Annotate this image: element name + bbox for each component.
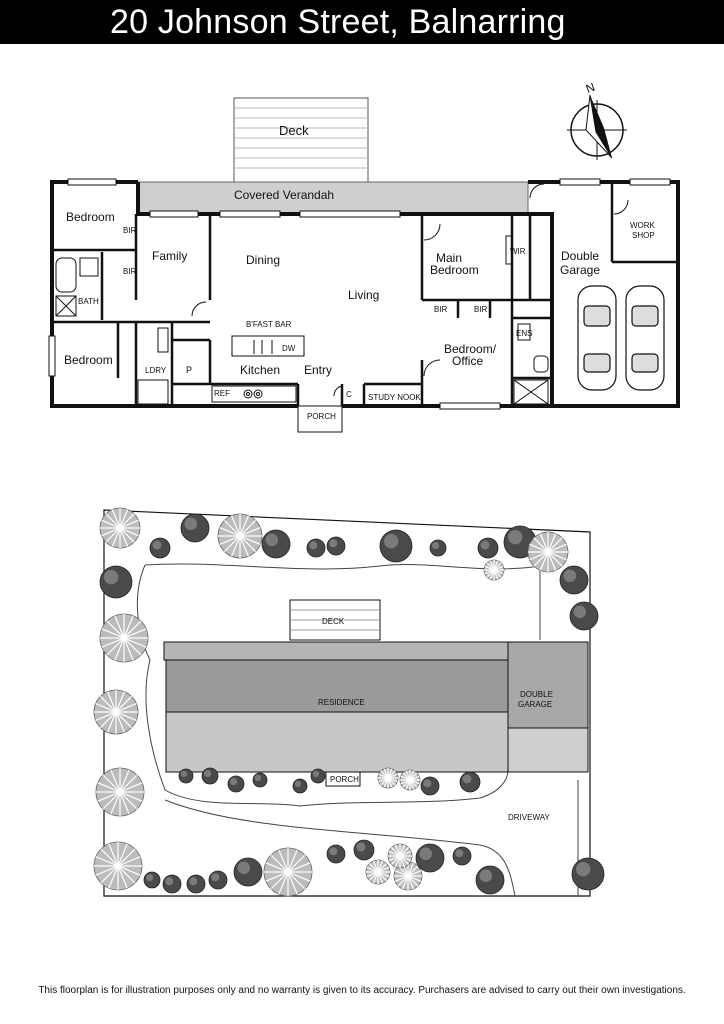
tree-icon xyxy=(187,875,205,893)
tree-icon xyxy=(327,537,345,555)
tree-icon xyxy=(354,840,374,860)
coat-label: C xyxy=(346,390,352,399)
tree-icon xyxy=(209,871,227,889)
tree-icon xyxy=(311,769,325,783)
workshop-label-line: WORK xyxy=(630,221,655,230)
bath-label: BATH xyxy=(78,297,99,306)
workshop-label-line: SHOP xyxy=(632,231,655,240)
tree-icon xyxy=(163,875,181,893)
tree-icon xyxy=(218,514,262,558)
tree-icon xyxy=(94,842,142,890)
dw-label: DW xyxy=(282,344,296,353)
compass-north-label: N xyxy=(583,79,597,96)
site-double-garage-label xyxy=(518,690,555,709)
tree-icon xyxy=(476,866,504,894)
tree-icon xyxy=(262,530,290,558)
tree-icon xyxy=(378,768,398,788)
main-bedroom-label xyxy=(430,251,479,277)
family-label: Family xyxy=(152,249,188,263)
site-deck-label: DECK xyxy=(322,617,345,626)
living-label: Living xyxy=(348,288,380,302)
bedroom-1-label: Bedroom xyxy=(66,210,115,224)
ens-label: ENS xyxy=(516,329,533,338)
deck-label: Deck xyxy=(279,123,309,138)
double-garage-label-line: Double xyxy=(561,249,600,263)
garage-footprint xyxy=(508,642,588,728)
tree-icon xyxy=(366,860,390,884)
site-plan xyxy=(0,490,724,910)
double-garage-label xyxy=(560,249,602,277)
car-icon xyxy=(626,286,664,390)
bir-1-label: BIR xyxy=(123,226,137,235)
wir-label: WIR xyxy=(510,247,526,256)
tree-icon xyxy=(253,773,267,787)
site-residence-label: RESIDENCE xyxy=(318,698,365,707)
ldry-label: LDRY xyxy=(145,366,167,375)
tree-icon xyxy=(400,770,420,790)
site-driveway-label: DRIVEWAY xyxy=(508,813,550,822)
site-verandah-area xyxy=(164,642,510,660)
tree-icon xyxy=(100,508,140,548)
car-icon xyxy=(578,286,616,390)
garage-apron xyxy=(508,728,588,772)
tree-icon xyxy=(453,847,471,865)
study-nook-label: STUDY NOOK xyxy=(368,393,421,402)
porch-label: PORCH xyxy=(307,412,336,421)
bedroom-office-label xyxy=(444,342,499,368)
pantry-label: P xyxy=(186,365,193,375)
tree-icon xyxy=(380,530,412,562)
tree-icon xyxy=(96,768,144,816)
covered-verandah-label: Covered Verandah xyxy=(234,188,335,202)
tree-icon xyxy=(228,776,244,792)
kitchen-label: Kitchen xyxy=(240,363,281,377)
bir-3-label: BIR xyxy=(434,305,448,314)
tree-icon xyxy=(144,872,160,888)
disclaimer-text: This floorplan is for illustration purposes only and no warranty is given to its accuracy. Purchasers are advised to carry out their own investigations. xyxy=(38,985,686,996)
tree-icon xyxy=(179,769,193,783)
double-garage-label-line: Garage xyxy=(560,263,601,277)
main-bedroom-label-line: Bedroom xyxy=(430,263,479,277)
tree-icon xyxy=(478,538,498,558)
bir-4-label: BIR xyxy=(474,305,488,314)
floor-plan xyxy=(0,44,724,444)
tree-icon xyxy=(528,532,568,572)
tree-icon xyxy=(570,602,598,630)
site-double-garage-label-line: GARAGE xyxy=(518,700,553,709)
bedroom-office-label-line: Office xyxy=(452,354,484,368)
tree-icon xyxy=(234,858,262,886)
tree-icon xyxy=(484,560,504,580)
fixtures xyxy=(56,236,548,404)
tree-icon xyxy=(94,690,138,734)
ref-label: REF xyxy=(214,389,230,398)
site-porch-label: PORCH xyxy=(330,775,359,784)
site-double-garage-label-line: DOUBLE xyxy=(520,690,553,699)
entry-label: Entry xyxy=(304,363,333,377)
tree-icon xyxy=(430,540,446,556)
tree-icon xyxy=(421,777,439,795)
tree-icon xyxy=(293,779,307,793)
residence-footprint-lower xyxy=(166,712,508,772)
tree-icon xyxy=(388,844,412,868)
workshop-label xyxy=(630,221,657,240)
tree-icon xyxy=(572,858,604,890)
bir-2-label: BIR xyxy=(123,267,137,276)
tree-icon xyxy=(100,614,148,662)
tree-icon xyxy=(181,514,209,542)
deck-area xyxy=(234,98,368,182)
tree-icon xyxy=(150,538,170,558)
tree-icon xyxy=(416,844,444,872)
tree-icon xyxy=(327,845,345,863)
bedroom-2-label: Bedroom xyxy=(64,353,113,367)
north-compass-icon xyxy=(567,95,627,160)
tree-icon xyxy=(560,566,588,594)
tree-icon xyxy=(264,848,312,896)
tree-icon xyxy=(202,768,218,784)
tree-icon xyxy=(307,539,325,557)
main-bedroom-label-line: Main xyxy=(436,251,463,265)
tree-icon xyxy=(100,566,132,598)
property-address-title: 20 Johnson Street, Balnarring xyxy=(110,3,566,41)
tree-icon xyxy=(460,772,480,792)
bfast-bar-label: B'FAST BAR xyxy=(246,320,292,329)
bedroom-office-label-line: Bedroom/ xyxy=(444,342,497,356)
dining-label: Dining xyxy=(246,253,281,267)
